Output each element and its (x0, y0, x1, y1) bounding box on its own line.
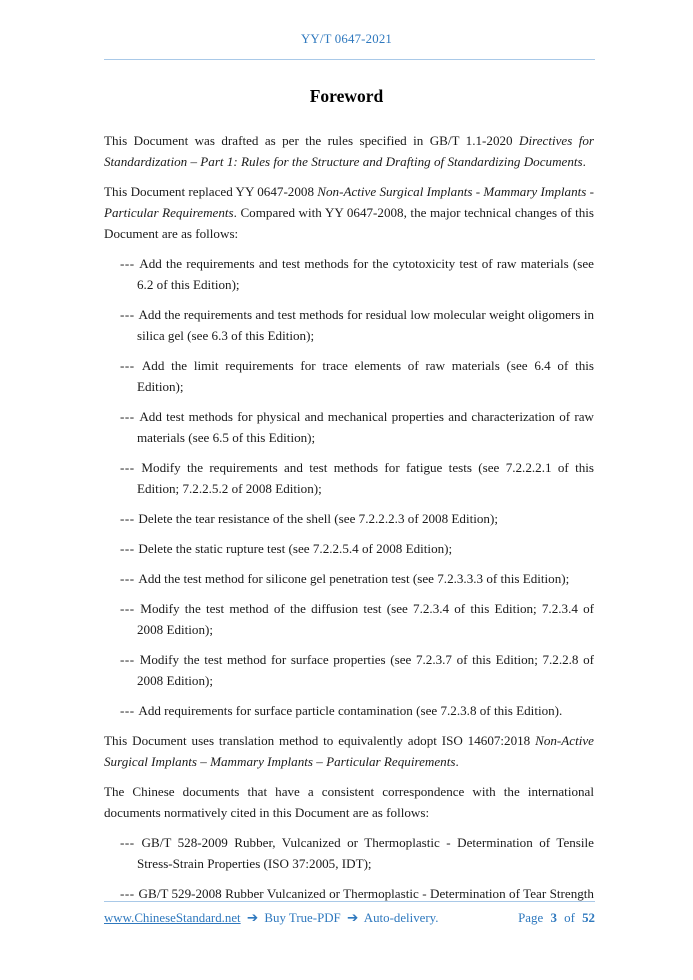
page-total: 52 (582, 911, 595, 925)
text-run: Delete the static rupture test (see 7.2.2.5.4 of 2008 Edition); (138, 541, 453, 556)
text-run: Modify the test method of the diffusion test (see 7.2.3.4 of this Edition; 7.2.3.4 of 2008 Edition); (137, 601, 595, 637)
page-indicator (514, 911, 595, 926)
italic-text-run: Non-Active Surgical Implants – Mammary Implants – Particular Requirements (104, 733, 594, 769)
text-run: . (455, 754, 459, 769)
page-current: 3 (550, 911, 557, 925)
bullet-marker: --- (120, 601, 141, 616)
bullet-item (104, 253, 594, 295)
text-run: Add the requirements and test methods for the cytotoxicity test of raw materials (see 6.2 of this Edition); (137, 256, 594, 292)
text-run: Add the requirements and test methods for residual low molecular weight oligomers in silica gel (see 6.3 of this Edition); (137, 307, 594, 343)
bullet-marker: --- (120, 571, 139, 586)
bullet-item (104, 598, 594, 640)
text-run: GB/T 529-2008 Rubber Vulcanized or Thermoplastic - Determination of Tear Strength (138, 886, 594, 901)
bullet-item (104, 538, 594, 559)
bullet-marker: --- (120, 307, 139, 322)
italic-text-run: Non-Active Surgical Implants - Mammary Implants - Particular Requirements (104, 184, 594, 220)
text-run: This Document was drafted as per the rules specified in GB/T 1.1-2020 (104, 133, 519, 148)
bullet-marker: --- (120, 511, 139, 526)
text-run: . (582, 154, 586, 169)
text-run: This Document uses translation method to equivalently adopt ISO 14607:2018 (104, 733, 536, 748)
text-run: The Chinese documents that have a consistent correspondence with the international documents normatively cited in this Document are as follows: (104, 784, 594, 820)
bullet-item (104, 355, 594, 397)
bullet-marker: --- (120, 256, 140, 271)
document-body (104, 130, 594, 904)
italic-text-run: Directives for Standardization – Part 1: Rules for the Structure and Drafting of Standardizing Documents (104, 133, 594, 169)
text-run: Add requirements for surface particle contamination (see 7.2.3.8 of this Edition). (138, 703, 563, 718)
paragraph (104, 181, 594, 244)
footer-tagline (104, 910, 439, 926)
text-run: Add test methods for physical and mechanical properties and characterization of raw materials (see 6.5 of this Edition); (137, 409, 595, 445)
bullet-marker: --- (120, 541, 139, 556)
bullet-item (104, 508, 594, 529)
text-run: Add the test method for silicone gel penetration test (see 7.2.3.3.3 of this Edition); (138, 571, 570, 586)
text-run: Modify the test method for surface properties (see 7.2.3.7 of this Edition; 7.2.2.8 of 2008 Edition); (137, 652, 595, 688)
text-run: Modify the requirements and test methods for fatigue tests (see 7.2.2.2.1 of this Edition; 7.2.2.5.2 of 2008 Edition); (137, 460, 594, 496)
bullet-item (104, 406, 594, 448)
paragraph (104, 781, 594, 823)
bullet-item (104, 457, 594, 499)
bullet-marker: --- (120, 835, 142, 850)
bullet-item (104, 832, 594, 874)
footer-delivery-label: Auto-delivery. (363, 911, 439, 925)
bullet-marker: --- (120, 409, 140, 424)
arrow-icon: ➔ (346, 910, 359, 925)
bullet-marker: --- (120, 358, 142, 373)
bullet-marker: --- (120, 460, 142, 475)
bullet-marker: --- (120, 652, 140, 667)
text-run: This Document replaced YY 0647-2008 (104, 184, 318, 199)
bullet-marker: --- (120, 703, 139, 718)
bullet-marker: --- (120, 886, 139, 901)
header-divider (104, 59, 595, 60)
arrow-icon: ➔ (246, 910, 259, 925)
bullet-item (104, 304, 594, 346)
bullet-item (104, 568, 594, 589)
paragraph (104, 730, 594, 772)
bullet-item (104, 700, 594, 721)
text-run: GB/T 528-2009 Rubber, Vulcanized or Thermoplastic - Determination of Tensile Stress-Strain Properties (ISO 37:2005, IDT); (137, 835, 594, 871)
of-word: of (564, 911, 575, 925)
page-header (0, 0, 693, 48)
text-run: Delete the tear resistance of the shell (see 7.2.2.2.3 of 2008 Edition); (138, 511, 498, 526)
text-run: Add the limit requirements for trace elements of raw materials (see 6.4 of this Edition); (137, 358, 594, 394)
bullet-item (104, 649, 594, 691)
paragraph (104, 130, 594, 172)
page-footer (104, 901, 595, 926)
footer-buy-label: Buy True-PDF (264, 911, 341, 925)
page-title: Foreword (309, 86, 384, 106)
page-word: Page (518, 911, 544, 925)
footer-link[interactable]: www.ChineseStandard.net (104, 911, 241, 925)
text-run: . Compared with YY 0647-2008, the major technical changes of this Document are as follows: (104, 205, 594, 241)
document-number: YY/T 0647-2021 (300, 32, 393, 46)
